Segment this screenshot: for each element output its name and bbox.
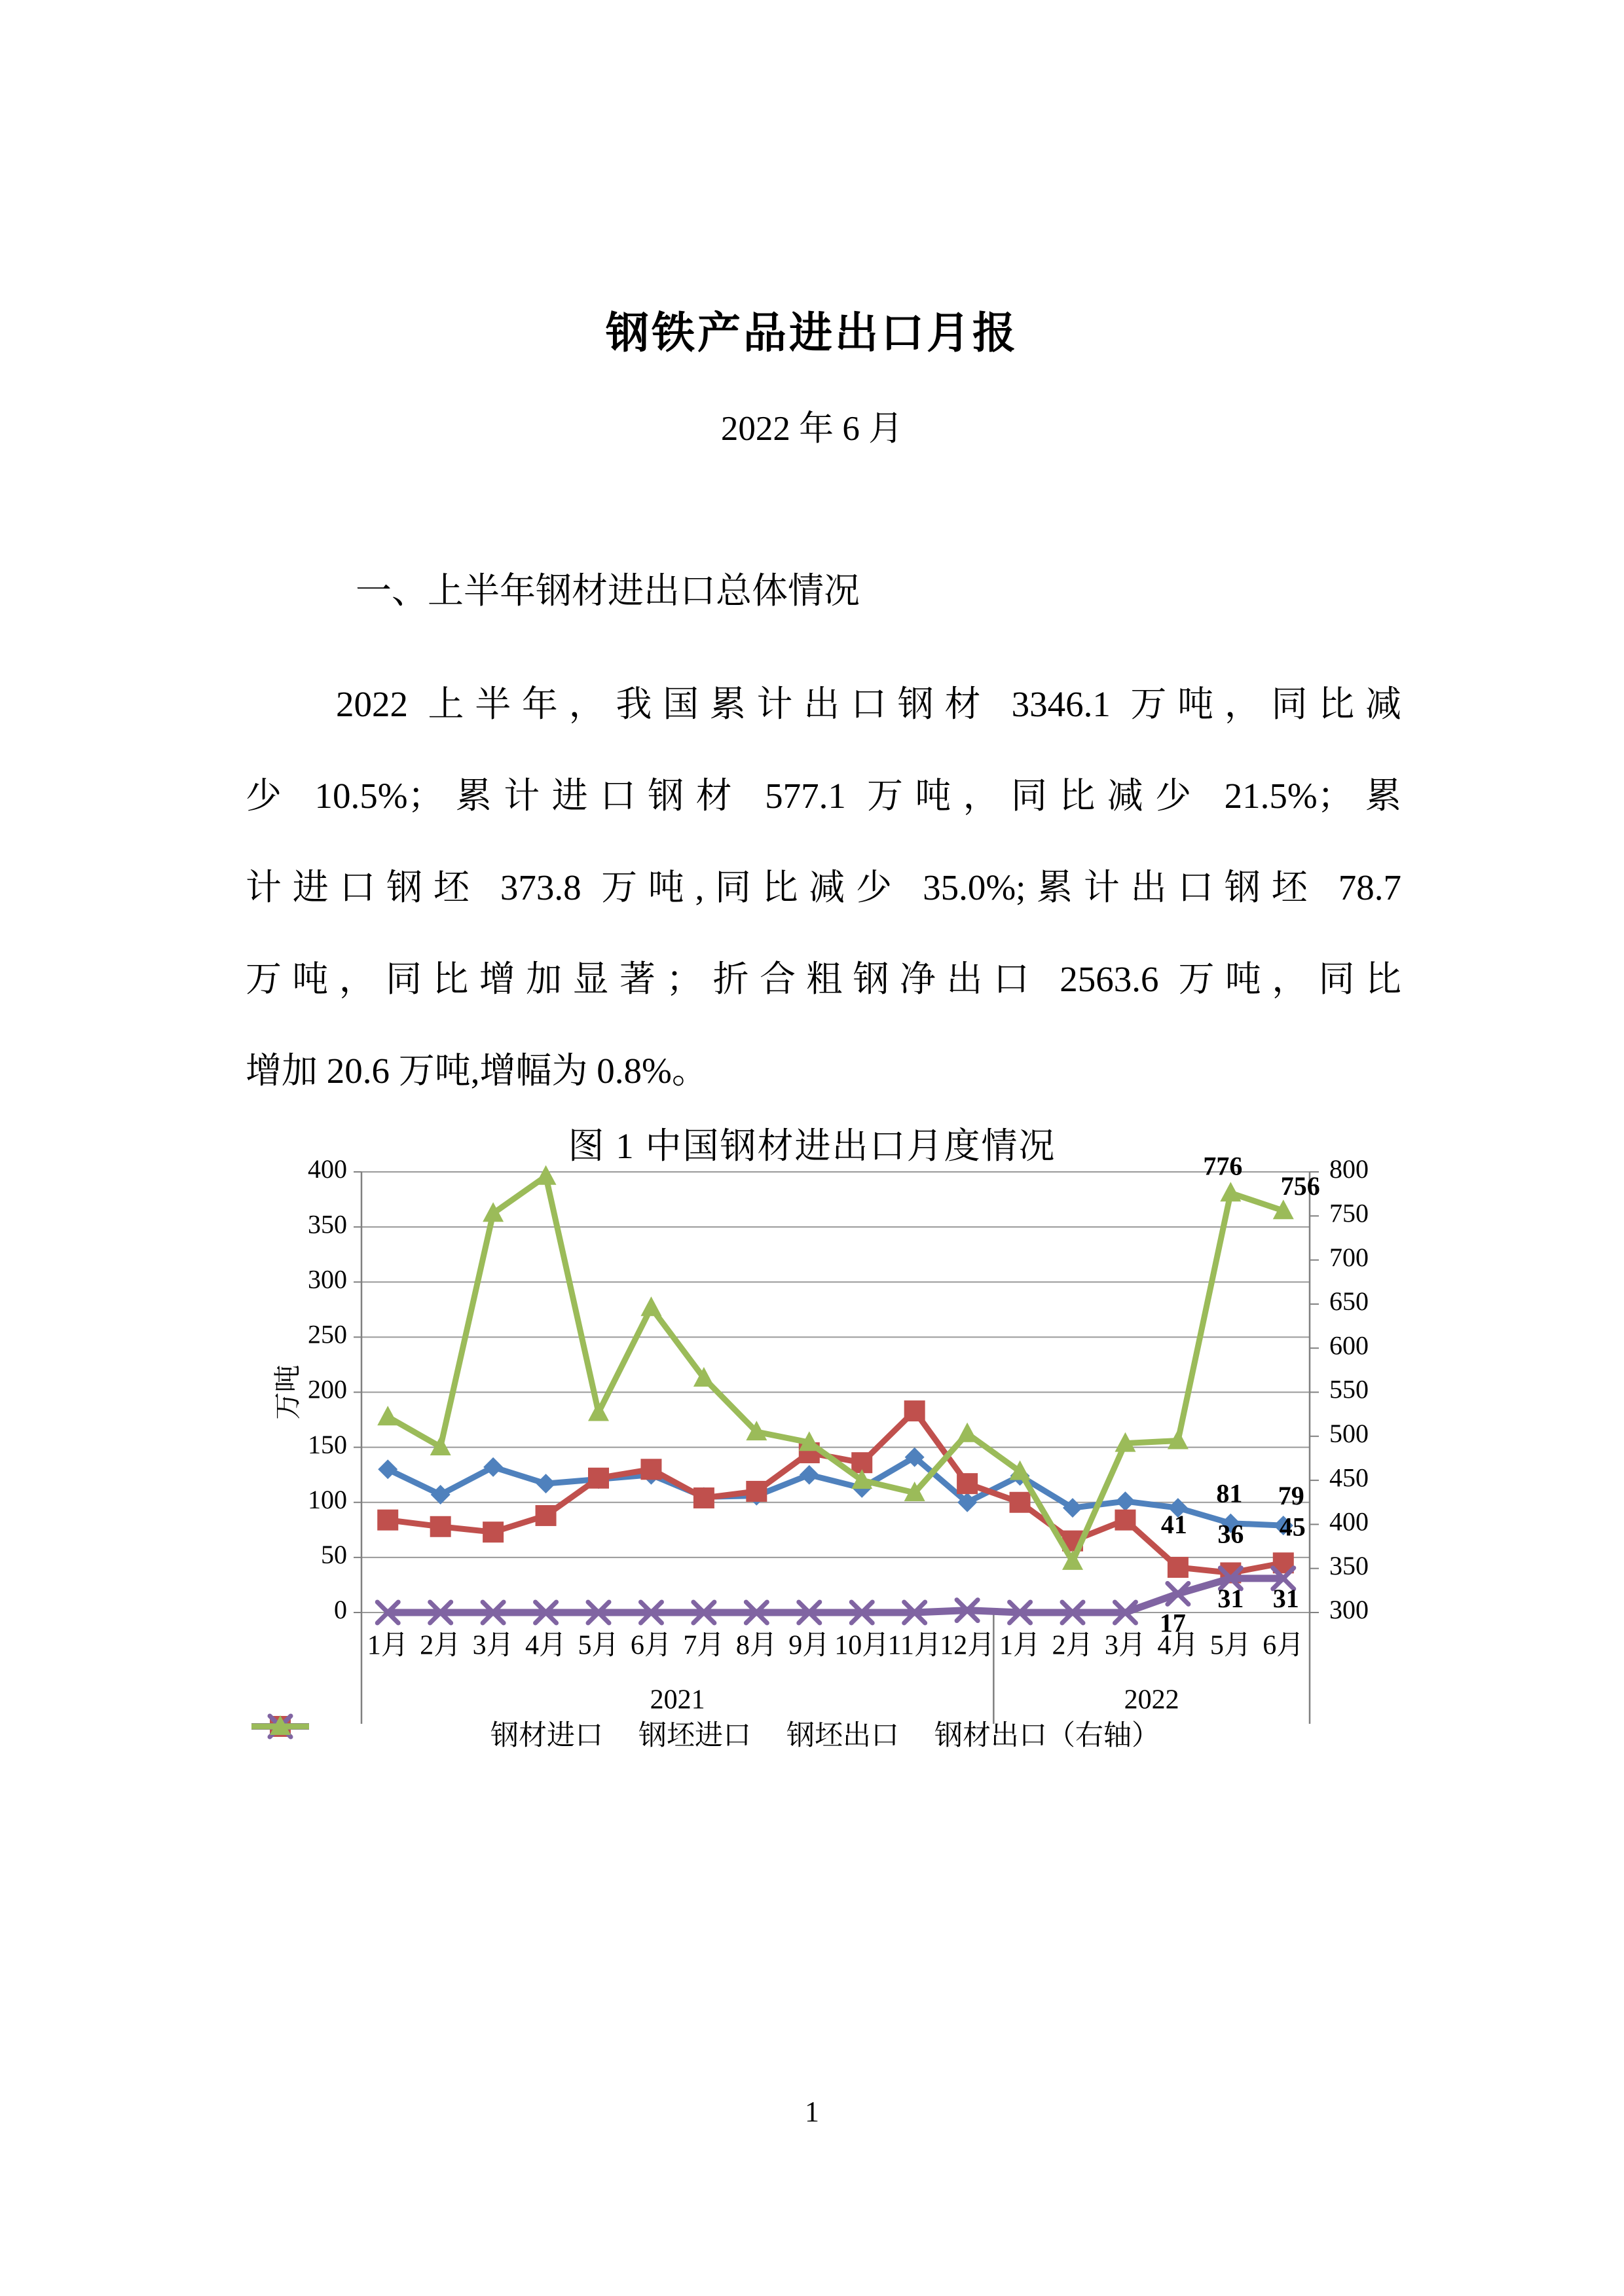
svg-text:776: 776 [1203,1151,1243,1181]
paragraph-line: 2022 上半年，我国累计出口钢材 3346.1 万吨，同比减 [336,684,1401,724]
series-钢坯进口 [377,1400,1294,1583]
svg-text:700: 700 [1329,1242,1369,1272]
svg-text:31: 31 [1272,1583,1299,1613]
svg-text:6月: 6月 [1263,1630,1304,1661]
svg-text:79: 79 [1278,1481,1304,1511]
figure1-caption: 图 1 中国钢材进出口月度情况 [568,1126,1056,1166]
svg-text:650: 650 [1329,1286,1369,1317]
svg-text:500: 500 [1329,1418,1369,1448]
svg-text:400: 400 [308,1154,347,1184]
legend-item-1 [490,1713,603,1753]
svg-text:45: 45 [1279,1512,1306,1542]
legend-item-2 [638,1713,751,1753]
svg-text:4月: 4月 [1157,1630,1199,1661]
page-number: 1 [805,2096,819,2128]
page-subtitle: 2022 年 6 月 [720,410,904,448]
chart-legend [249,1713,1401,1753]
svg-text:250: 250 [308,1319,347,1349]
svg-text:50: 50 [321,1540,347,1570]
svg-text:36: 36 [1217,1519,1244,1549]
legend-item-4 [934,1713,1160,1753]
paragraph-line: 少 10.5%；累计进口钢材 577.1 万吨，同比减少 21.5%；累 [246,776,1401,816]
svg-text:1月: 1月 [367,1630,409,1661]
svg-text:600: 600 [1329,1330,1369,1360]
section-heading: 一、上半年钢材进出口总体情况 [356,571,860,611]
svg-text:1月: 1月 [999,1630,1041,1661]
legend-label: 钢坯进口 [638,1721,751,1751]
figure1-chart-canvas [249,1149,1401,1761]
svg-text:7月: 7月 [683,1630,725,1661]
svg-text:10月: 10月 [834,1630,890,1661]
svg-text:550: 550 [1329,1374,1369,1404]
svg-text:3月: 3月 [1104,1630,1146,1661]
svg-text:100: 100 [308,1484,347,1514]
svg-text:17: 17 [1159,1608,1186,1638]
series-钢坯出口 [377,1568,1294,1623]
summary-paragraph [246,659,1401,1117]
legend-label: 钢坯出口 [786,1721,899,1751]
y-axis-title: 万吨 [273,1364,304,1420]
figure1-chart [249,1149,1401,1761]
legend-marker-triangle-icon [249,1713,312,1740]
svg-text:750: 750 [1329,1198,1369,1228]
paragraph-line: 万吨，同比增加显著；折合粗钢净出口 2563.6 万吨，同比 [246,959,1401,999]
legend-label: 钢材出口（右轴） [934,1721,1160,1751]
svg-text:800: 800 [1329,1154,1369,1184]
y-axis-left [308,1154,361,1624]
paragraph-line: 计进口钢坯 373.8 万吨,同比减少 35.0%;累计出口钢坯 78.7 [246,867,1401,907]
svg-text:41: 41 [1160,1510,1187,1540]
svg-text:81: 81 [1216,1478,1243,1508]
svg-text:756: 756 [1280,1171,1320,1201]
x-axis [367,1631,1304,1715]
svg-text:11月: 11月 [887,1630,942,1661]
svg-text:300: 300 [308,1264,347,1294]
year-label: 2022 [1124,1685,1179,1715]
legend-item-3 [786,1713,899,1753]
svg-text:6月: 6月 [630,1630,672,1661]
svg-text:12月: 12月 [940,1630,995,1661]
page-title: 钢铁产品进出口月报 [606,310,1018,357]
svg-text:2月: 2月 [1052,1630,1094,1661]
year-label: 2021 [650,1685,705,1715]
svg-text:350: 350 [1329,1550,1369,1580]
svg-text:9月: 9月 [788,1630,830,1661]
series-钢材出口（右轴） [377,1165,1294,1570]
svg-text:200: 200 [308,1374,347,1404]
svg-text:2月: 2月 [420,1630,462,1661]
svg-text:150: 150 [308,1429,347,1459]
svg-text:0: 0 [334,1595,347,1625]
svg-text:8月: 8月 [735,1630,777,1661]
svg-text:400: 400 [1329,1506,1369,1537]
svg-text:31: 31 [1217,1583,1244,1613]
y-axis-right [1310,1154,1369,1624]
svg-text:300: 300 [1329,1595,1369,1625]
svg-text:5月: 5月 [578,1630,619,1661]
svg-text:450: 450 [1329,1463,1369,1493]
paragraph-line: 增加 20.6 万吨,增幅为 0.8%。 [246,1051,708,1091]
legend-label: 钢材进口 [490,1721,603,1751]
svg-text:350: 350 [308,1209,347,1239]
svg-text:3月: 3月 [472,1630,514,1661]
svg-text:5月: 5月 [1209,1630,1251,1661]
gridlines [361,1172,1310,1613]
svg-text:4月: 4月 [525,1630,567,1661]
